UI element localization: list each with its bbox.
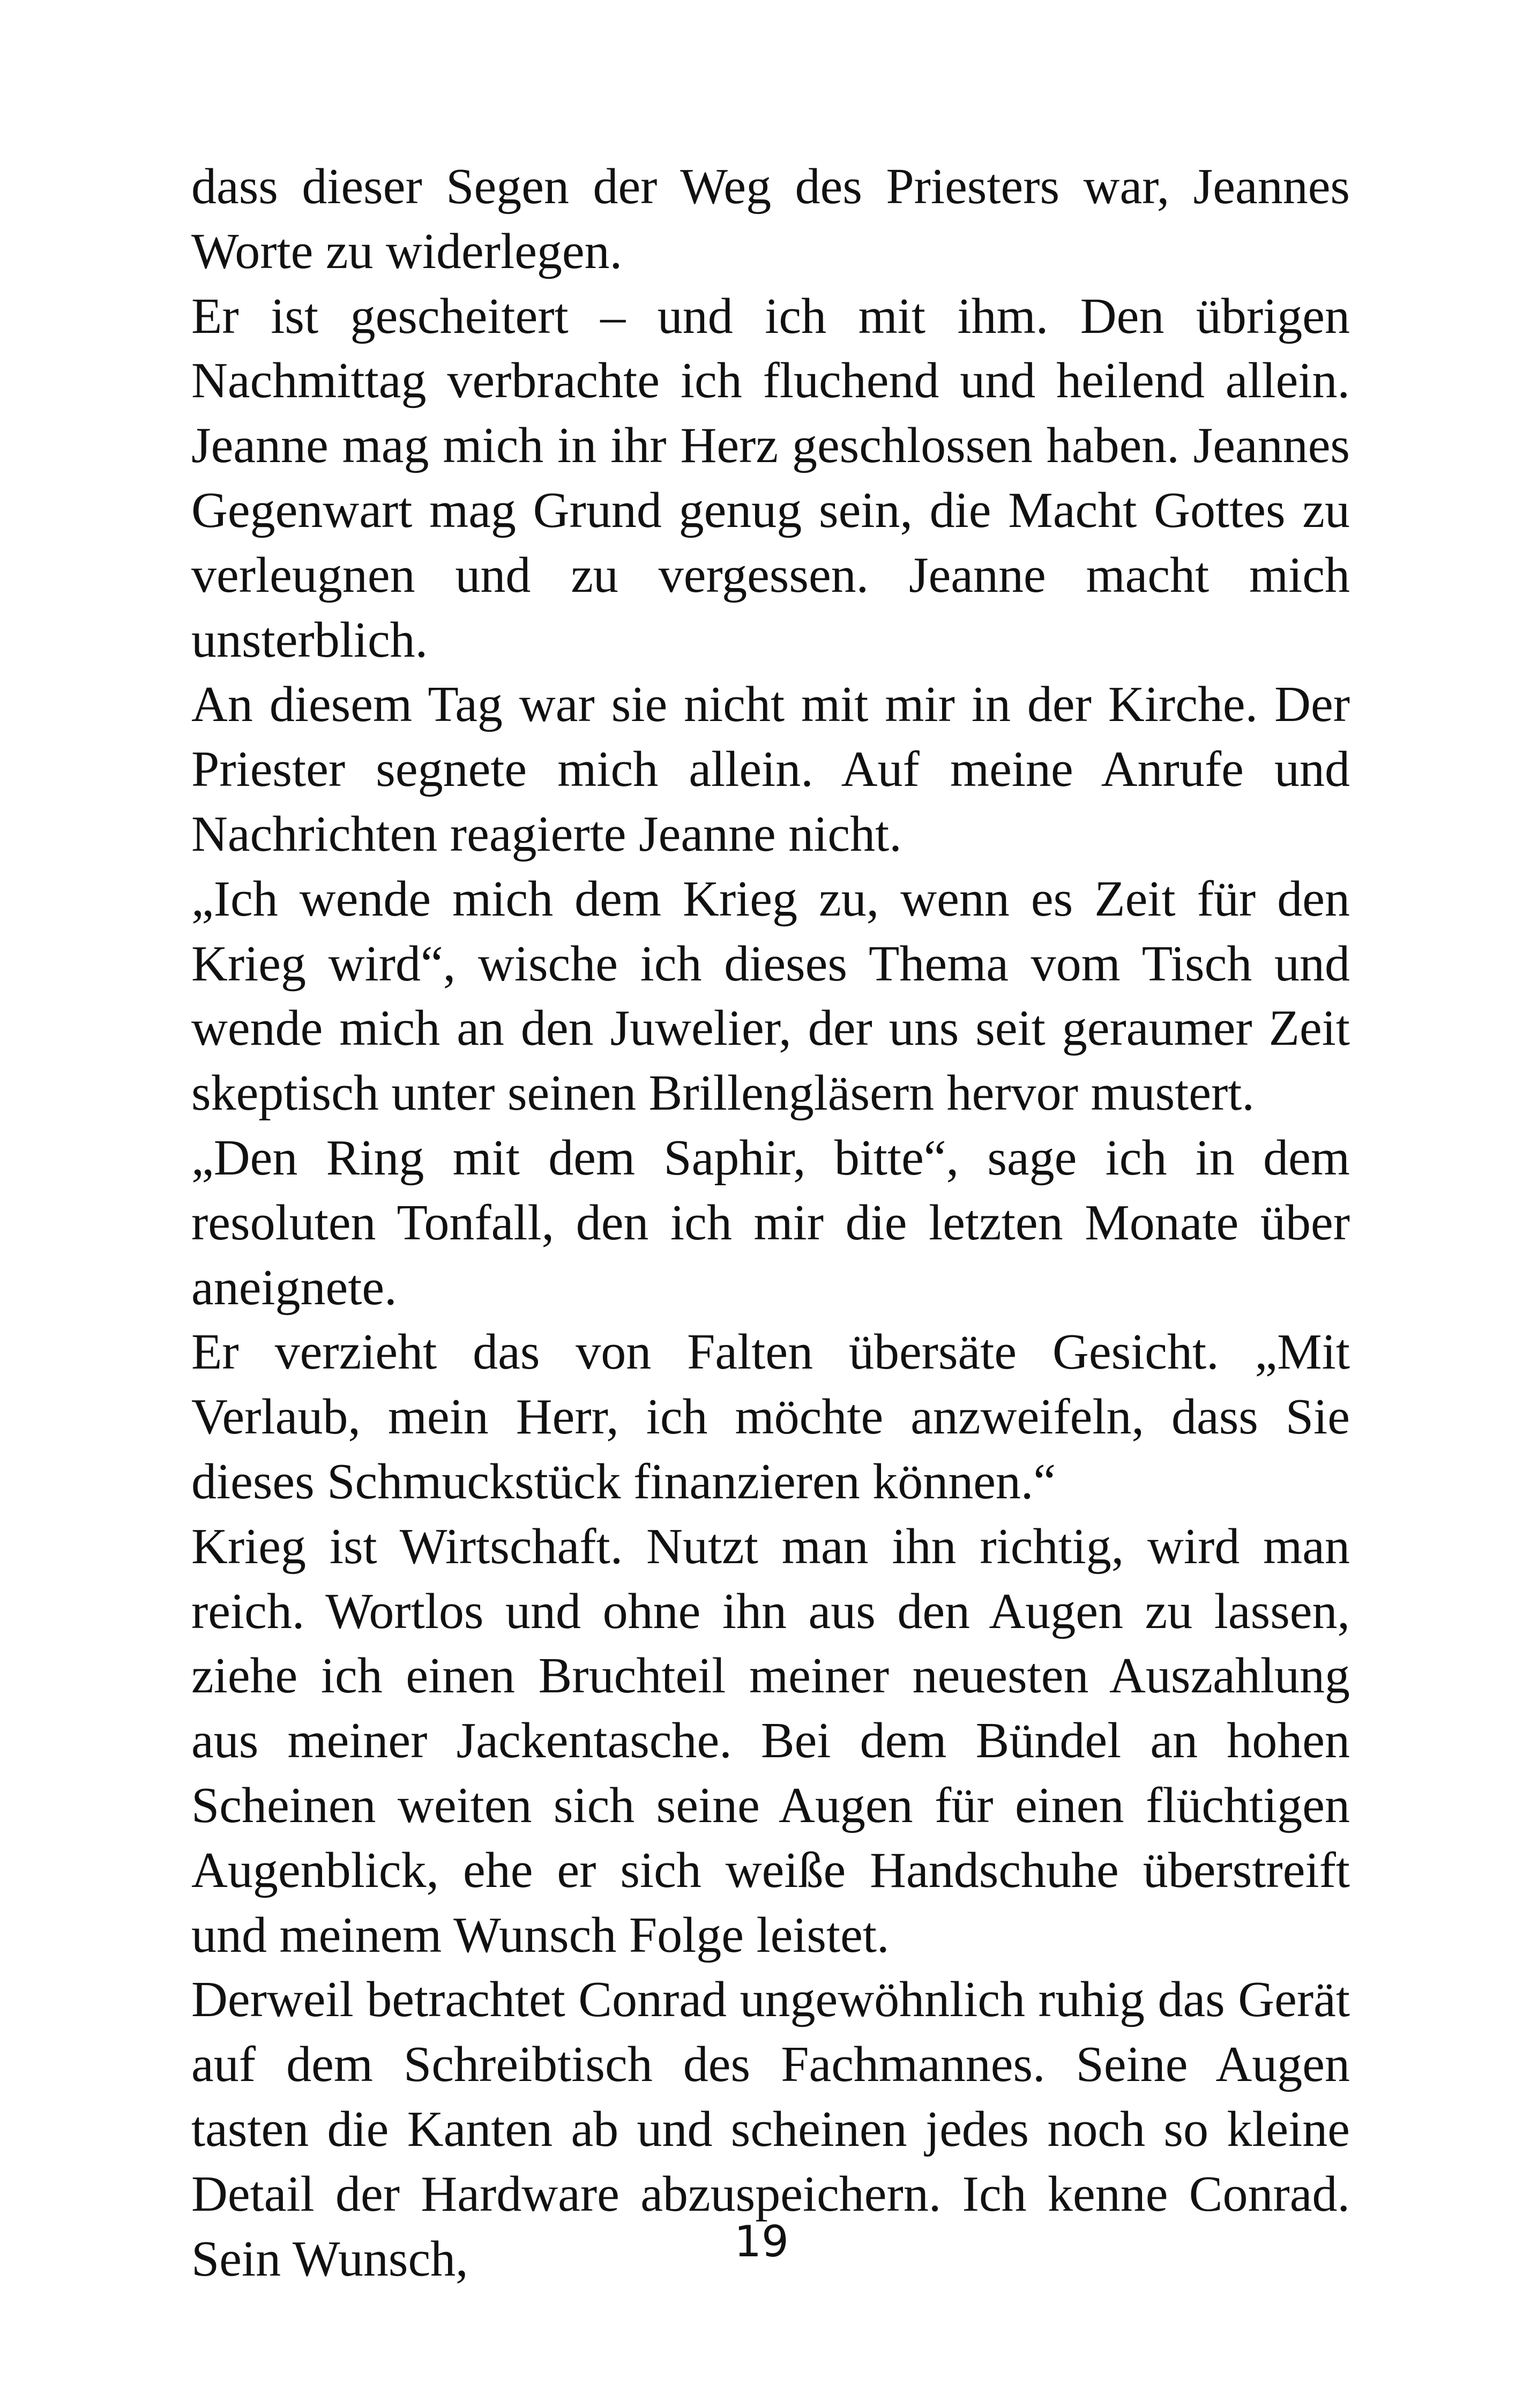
paragraph-7: Krieg ist Wirtschaft. Nutzt man ihn richtig, wird man reich. Wortlos und ohne ihn aus den Augen zu lassen, ziehe ich einen Bruchteil meiner neuesten Auszahlung aus meiner Jackentasche. Bei dem Bündel an hohen Scheinen weiten sich seine Augen für einen flüchtigen Augenblick, ehe er sich weiße Handschuhe überstreift und meinem Wunsch Folge leistet. (191, 1518, 1350, 1963)
paragraph-5: „Den Ring mit dem Saphir, bitte“, sage ich in dem resoluten Tonfall, den ich mir die letzten Monate über aneignete. (191, 1129, 1350, 1316)
paragraph-3: An diesem Tag war sie nicht mit mir in der Kirche. Der Priester segnete mich allein. Auf meine Anrufe und Nachrichten reagierte Jeanne nicht. (191, 677, 1350, 862)
paragraph-6: Er verzieht das von Falten übersäte Gesicht. „Mit Verlaub, mein Herr, ich möchte anzweifeln, dass Sie dieses Schmuckstück finanzieren können.“ (191, 1324, 1350, 1510)
paragraph-2: Er ist gescheitert – und ich mit ihm. Den übrigen Nachmittag verbrachte ich fluchend und heilend allein. Jeanne mag mich in ihr Herz geschlossen haben. Jeannes Gegenwart mag Grund genug sein, die Macht Gottes zu verleugnen und zu vergessen. Jeanne macht mich unsterblich. (191, 288, 1350, 668)
body-text (191, 154, 1350, 2291)
paragraph-1: dass dieser Segen der Weg des Priesters war, Jeannes Worte zu widerlegen. (191, 159, 1350, 279)
page-number: 19 (734, 2217, 789, 2266)
paragraph-4: „Ich wende mich dem Krieg zu, wenn es Zeit für den Krieg wird“, wische ich dieses Thema vom Tisch und wende mich an den Juwelier, der uns seit geraumer Zeit skeptisch unter seinen Brillengläsern hervor mustert. (191, 871, 1350, 1121)
paragraph-8: Derweil betrachtet Conrad ungewöhnlich ruhig das Gerät auf dem Schreibtisch des Fachmannes. Seine Augen tasten die Kanten ab und scheinen jedes noch so kleine Detail der Hardware abzuspeichern. Ich kenne Conrad. Sein Wunsch, (191, 1972, 1350, 2287)
